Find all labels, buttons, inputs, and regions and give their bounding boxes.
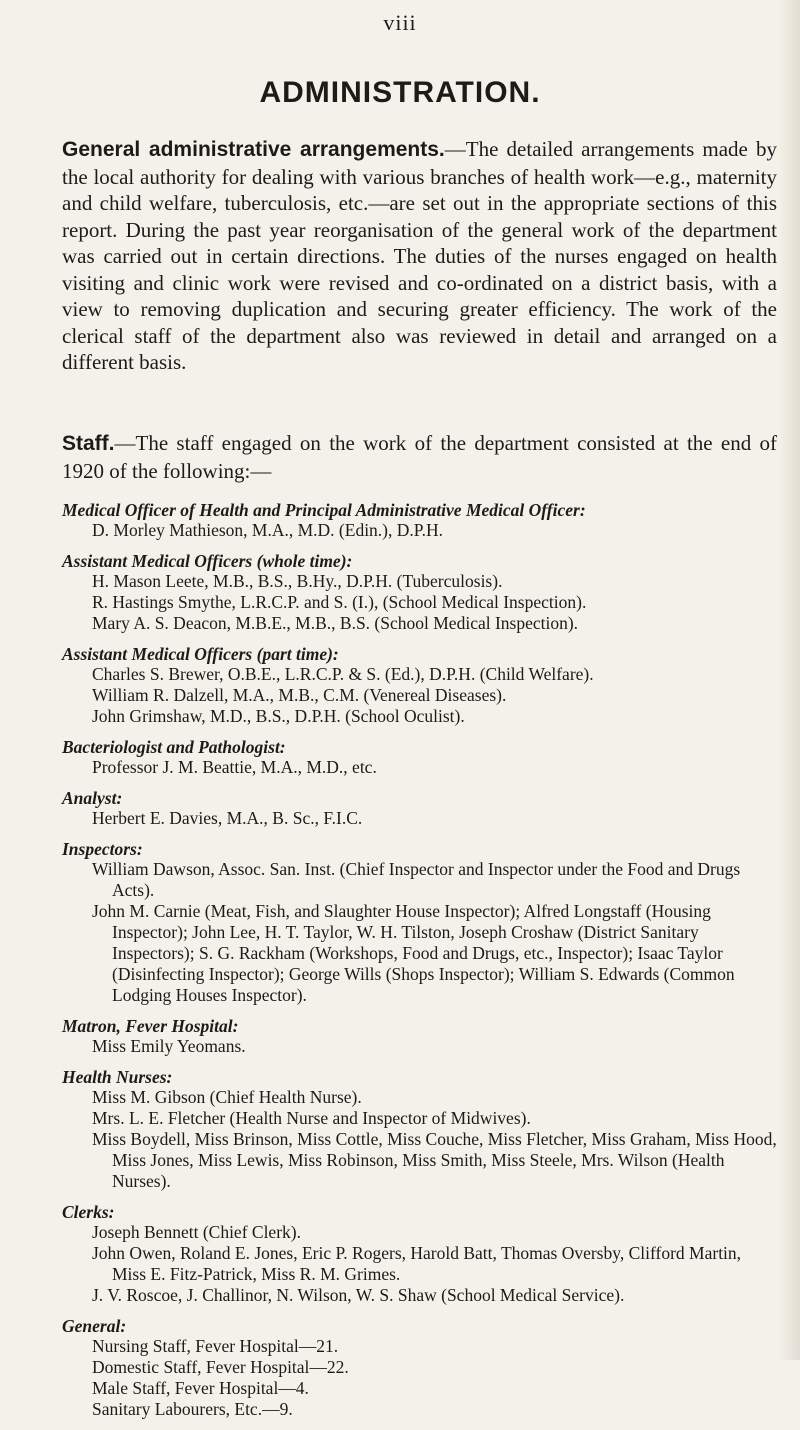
staff-role-heading: Medical Officer of Health and Principal Administrative Medical Officer: bbox=[62, 500, 586, 520]
staff-role-heading: Health Nurses: bbox=[62, 1067, 173, 1087]
staff-role-heading: Assistant Medical Officers (part time): bbox=[62, 644, 339, 664]
staff-role-heading: Inspectors: bbox=[62, 839, 143, 859]
staff-section bbox=[62, 788, 777, 829]
staff-role-heading: General: bbox=[62, 1316, 127, 1336]
staff-entry: Miss M. Gibson (Chief Health Nurse). bbox=[92, 1087, 362, 1107]
staff-entry: Sanitary Labourers, Etc.—9. bbox=[92, 1399, 293, 1419]
page-edge-shadow bbox=[778, 0, 800, 1360]
staff-section bbox=[62, 644, 777, 727]
staff-role-heading: Bacteriologist and Pathologist: bbox=[62, 737, 286, 757]
staff-entry: D. Morley Mathieson, M.A., M.D. (Edin.), D.P.H. bbox=[92, 520, 443, 540]
staff-entry: William Dawson, Assoc. San. Inst. (Chief Inspector and Inspector under the Food and Drugs Acts). bbox=[92, 859, 741, 900]
staff-entry: Herbert E. Davies, M.A., B. Sc., F.I.C. bbox=[92, 808, 363, 828]
staff-entry: J. V. Roscoe, J. Challinor, N. Wilson, W. S. Shaw (School Medical Service). bbox=[92, 1285, 625, 1305]
staff-section bbox=[62, 551, 777, 634]
staff-role-heading: Analyst: bbox=[62, 788, 123, 808]
staff-entry: Joseph Bennett (Chief Clerk). bbox=[92, 1222, 301, 1242]
staff-entry: John Owen, Roland E. Jones, Eric P. Rogers, Harold Batt, Thomas Oversby, Clifford Martin, Miss E. Fitz-Patrick, Miss R. M. Grimes. bbox=[92, 1243, 742, 1284]
staff-entry: William R. Dalzell, M.A., M.B., C.M. (Venereal Diseases). bbox=[92, 685, 507, 705]
page-number: viii bbox=[383, 10, 417, 35]
staff-entry: H. Mason Leete, M.B., B.S., B.Hy., D.P.H. (Tuberculosis). bbox=[92, 571, 503, 591]
staff-section bbox=[62, 1316, 777, 1420]
staff-entry: Professor J. M. Beattie, M.A., M.D., etc. bbox=[92, 757, 377, 777]
general-arrangements-paragraph bbox=[62, 136, 777, 376]
staff-entry: Mary A. S. Deacon, M.B.E., M.B., B.S. (School Medical Inspection). bbox=[92, 613, 579, 633]
general-arrangements-text: —The detailed arrangements made by the local authority for dealing with various branches of health work—e.g., maternity and child welfare, tuberculosis, etc.—are set out in the appropriate sections of this report. During the past year reorganisation of the general work of the department was carried out in certain directions. The duties of the nurses engaged on health visiting and clinic work were revised and co-ordinated on a district basis, with a view to removing duplication and securing greater efficiency. The work of the clerical staff of the department also was reviewed in detail and arranged on a different basis. bbox=[62, 137, 777, 374]
staff-role-heading: Assistant Medical Officers (whole time): bbox=[62, 551, 353, 571]
page-title: ADMINISTRATION. bbox=[259, 76, 541, 109]
staff-paragraph bbox=[62, 430, 777, 484]
staff-section bbox=[62, 839, 777, 1006]
staff-section bbox=[62, 1067, 777, 1192]
staff-entry: John Grimshaw, M.D., B.S., D.P.H. (School Oculist). bbox=[92, 706, 465, 726]
staff-role-heading: Clerks: bbox=[62, 1202, 115, 1222]
staff-entry: R. Hastings Smythe, L.R.C.P. and S. (I.), (School Medical Inspection). bbox=[92, 592, 587, 612]
staff-entry: Male Staff, Fever Hospital—4. bbox=[92, 1378, 309, 1398]
staff-section bbox=[62, 1016, 777, 1057]
staff-section bbox=[62, 1202, 777, 1306]
staff-entry: Domestic Staff, Fever Hospital—22. bbox=[92, 1357, 349, 1377]
staff-entry: Mrs. L. E. Fletcher (Health Nurse and Inspector of Midwives). bbox=[92, 1108, 531, 1128]
staff-role-heading: Matron, Fever Hospital: bbox=[62, 1016, 239, 1036]
staff-list bbox=[62, 500, 777, 1430]
staff-entry: Nursing Staff, Fever Hospital—21. bbox=[92, 1336, 339, 1356]
staff-heading: Staff. bbox=[62, 432, 115, 455]
staff-entry: Miss Emily Yeomans. bbox=[92, 1036, 246, 1056]
staff-entry: Miss Boydell, Miss Brinson, Miss Cottle, Miss Couche, Miss Fletcher, Miss Graham, Miss Hood, Miss Jones, Miss Lewis, Miss Robinson, Miss Smith, Miss Steele, Mrs. Wilson (Health Nurses). bbox=[92, 1129, 777, 1191]
staff-entry: John M. Carnie (Meat, Fish, and Slaughter House Inspector); Alfred Longstaff (Housing Inspector); John Lee, H. T. Taylor, W. H. Tilston, Joseph Croshaw (District Sanitary Inspectors); S. G. Rackham (Workshops, Food and Drugs, etc., Inspector); Isaac Taylor (Disinfecting Inspector); George Wills (Shops Inspector); William S. Edwards (Common Lodging Houses Inspector). bbox=[92, 901, 735, 1005]
staff-section bbox=[62, 737, 777, 778]
general-arrangements-heading: General administrative arrangements. bbox=[62, 138, 445, 161]
staff-entry: Charles S. Brewer, O.B.E., L.R.C.P. & S. (Ed.), D.P.H. (Child Welfare). bbox=[92, 664, 594, 684]
staff-section bbox=[62, 500, 777, 541]
staff-intro-text: —The staff engaged on the work of the department consisted at the end of 1920 of the following:— bbox=[62, 431, 777, 483]
